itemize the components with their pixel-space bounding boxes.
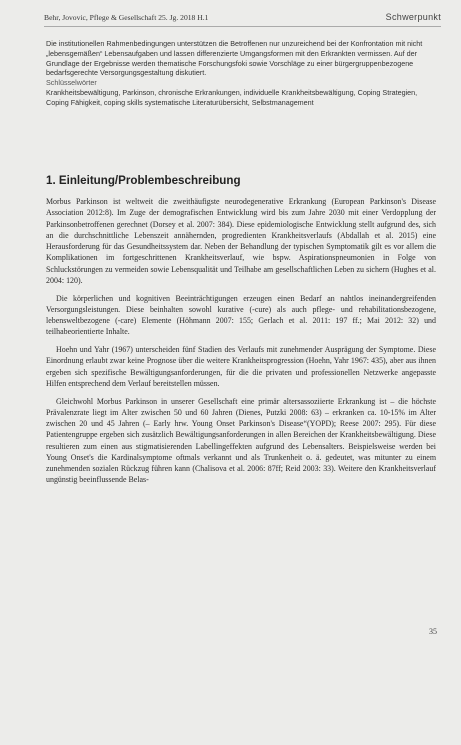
header-rule bbox=[44, 26, 441, 27]
page-number: 35 bbox=[429, 627, 437, 636]
section-label: Schwerpunkt bbox=[385, 12, 441, 22]
paragraph: Die körperlichen und kognitiven Beeinträchtigungen erzeugen einen Bedarf an nahtlos ineinandergreifenden Versorgungsleistungen. Diese beinhalten sowohl kurative (-cure) als auch pflege- und rehabilitationsbezogene, lebensweltbezogene (-care) Elemente (Höhmann 2007: 155; Gerlach et al. 2011: 197 ff.; Mai 2012: 32) und teilhabeorientierte Inhalte. bbox=[46, 293, 436, 337]
keywords-text: Krankheitsbewältigung, Parkinson, chronische Erkrankungen, individuelle Krankheitsbewältigung, Coping Strategien, Coping Fähigkeit, coping skills systematische Literaturübersicht, Selbstmanagement bbox=[46, 87, 418, 107]
body-text bbox=[46, 196, 436, 492]
keywords-label: Schlüsselwörter bbox=[46, 78, 97, 88]
section-heading: 1. Einleitung/Problembeschreibung bbox=[46, 174, 241, 187]
abstract-text: Die institutionellen Rahmenbedingungen unterstützen die Betroffenen nur unzureichend bei der Konfrontation mit nicht „lebensgemäßen“ Lebensaufgaben und lassen differenzierte Umgangsformen mit den Erkrankten vermissen. Auf der Grundlage der Ergebnisse werden thematische Forschungsfoki sowie Vorschläge zu einer bürgergruppenbezogene bedarfsgerechte Versorgungsgestaltung diskutiert. bbox=[46, 39, 423, 78]
paragraph: Hoehn und Yahr (1967) unterscheiden fünf Stadien des Verlaufs mit zunehmender Ausprägung der Symptome. Diese Einordnung erlaubt zwar keine Prognose über die weitere Krankheitsprogression (Hoehn, Yahr 1967: 435), aber aus ihnen ergeben sich spezifische Bewältigungsanforderungen, für die die privaten und professionellen Netzwerke angepasste Hilfen entsprechend dem Verlauf bereitstellen müssen. bbox=[46, 345, 436, 388]
abstract-block bbox=[46, 39, 435, 108]
paragraph: Morbus Parkinson ist weltweit die zweithäufigste neurodegenerative Erkrankung (European Parkinson's Disease Association 2012:8). Im Zuge der demografischen Entwicklung wird bis zum Jahre 2030 mit einer Verdopplung der Parkinsonbetroffenen gerechnet (Dorsey et al. 2007: 384). Diese epidemiologische Entwicklung stellt aufgrund des, sich an die durchschnittliche Lebenszeit annähernden, progredienten Krankheitsverlaufs (Abdallah et al. 2015) eine Herausforderung für das Gesundheitssystem dar. Neben der Behandlung der typischen Symptomatik gilt es vor allem die Komplikationen im fortgeschrittenen Krankheitsverlauf, wie bspw. Aspirationspneumonien in Folge von Schluckstörungen zu vermeiden sowie Lebensqualität und Teilhabe am gesellschaftlichen Leben zu sichern (Hughes et al. 2004: 120). bbox=[46, 197, 436, 285]
paragraph: Gleichwohl Morbus Parkinson in unserer Gesellschaft eine primär altersassoziierte Erkrankung ist – die höchste Prävalenzrate liegt im Alter zwischen 50 und 60 Jahren (Dienes, Putzki 2008: 63) – erkranken ca. 10-15% im Alter zwischen 20 und 45 Jahren (– Early hrw. Young Onset Parkinson's Disease“(YOPD); Reese 2007: 295). Für diese Patientengruppe ergeben sich zusätzlich Bewältigungsanforderungen in allen Bereichen der Krankheitsbewältigung. Diese resultieren zum einen aus stigmatisierenden Labellingeffekten aufgrund des Lebensalters. Beispielsweise werden bei Young Onset's die Kardinalsymptome oftmals verkannt und als Trunkenheit o. ä. gedeutet, was mitunter zu einem zunehmenden sozialen Rückzug führen kann (Chalisova et al. 2006: 87ff; Reid 2003: 33). Weitere den Krankheitsverlauf ungünstig beeinflussende Belas- bbox=[46, 396, 436, 485]
running-header bbox=[44, 12, 441, 22]
journal-citation: Behr, Jovovic, Pflege & Gesellschaft 25. Jg. 2018 H.1 bbox=[44, 13, 209, 22]
